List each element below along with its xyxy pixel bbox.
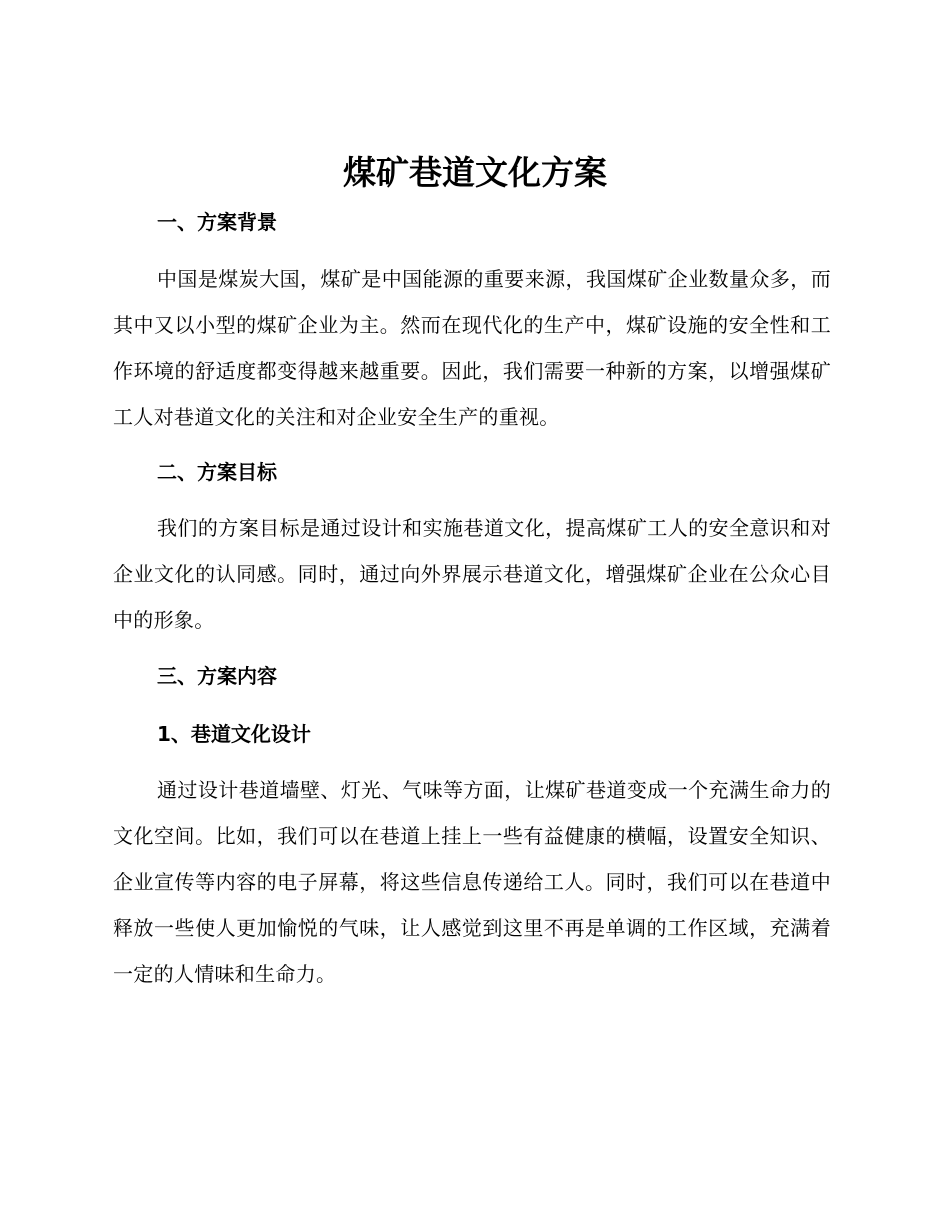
section-heading-content: 三、方案内容: [157, 664, 277, 688]
section-paragraph-background: 中国是煤炭大国，煤矿是中国能源的重要来源，我国煤矿企业数量众多，而其中又以小型的煤矿企业为主。然而在现代化的生产中，煤矿设施的安全性和工作环境的舒适度都变得越来越重要。因此，我们需要一种新的方案，以增强煤矿工人对巷道文化的关注和对企业安全生产的重视。: [113, 267, 831, 429]
document-title: 煤矿巷道文化方案: [343, 153, 607, 192]
section-paragraph-goals: 我们的方案目标是通过设计和实施巷道文化，提高煤矿工人的安全意识和对企业文化的认同感。同时，通过向外界展示巷道文化，增强煤矿企业在公众心目中的形象。: [113, 516, 831, 632]
section-heading-background: 一、方案背景: [157, 210, 277, 234]
subsection-heading-design: 1、巷道文化设计: [157, 722, 311, 746]
section-heading-goals: 二、方案目标: [157, 460, 277, 484]
subsection-paragraph-design: 通过设计巷道墙壁、灯光、气味等方面，让煤矿巷道变成一个充满生命力的文化空间。比如，我们可以在巷道上挂上一些有益健康的横幅，设置安全知识、企业宣传等内容的电子屏幕，将这些信息传递给工人。同时，我们可以在巷道中释放一些使人更加愉悦的气味，让人感觉到这里不再是单调的工作区域，充满着一定的人情味和生命力。: [113, 778, 831, 986]
